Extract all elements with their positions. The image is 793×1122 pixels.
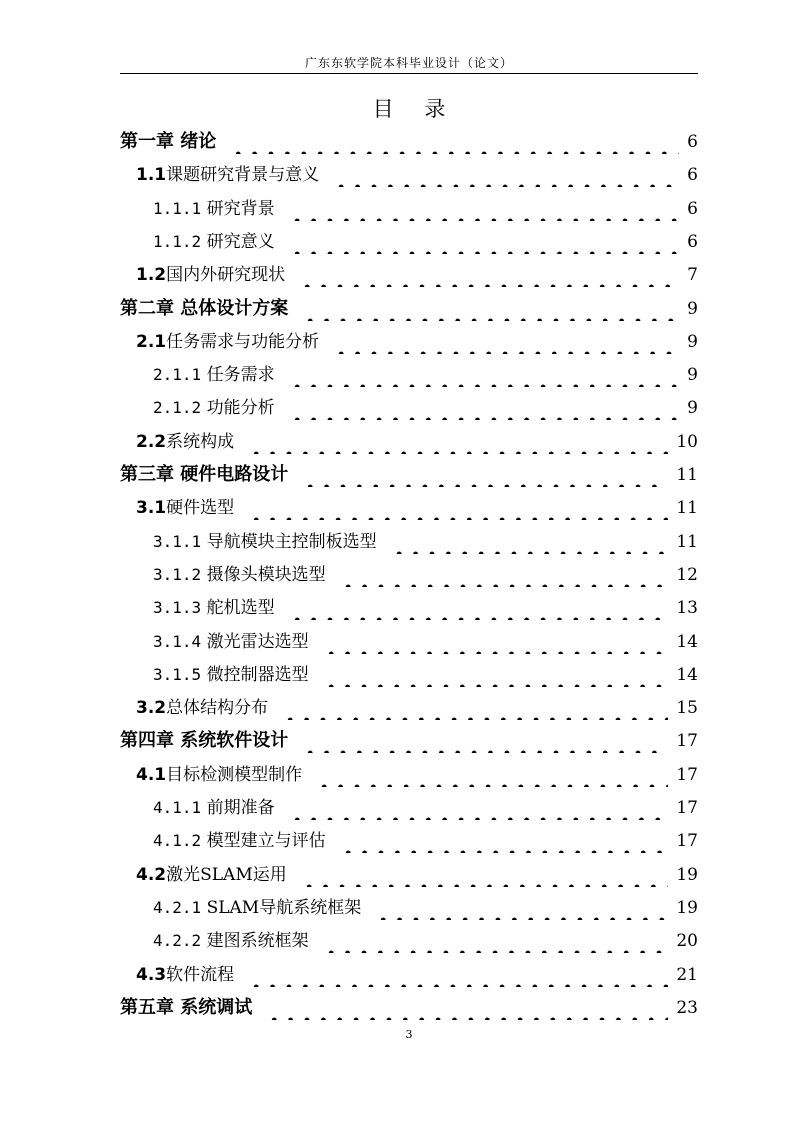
toc-entry-title: 任务需求: [206, 365, 275, 386]
toc-entry[interactable]: [0, 925, 793, 958]
toc-leader-dots: [248, 496, 668, 520]
toc-entry-title: 研究意义: [206, 231, 275, 252]
toc-entry-title: 前期准备: [206, 798, 275, 818]
toc-entry-number: 2.1.1: [153, 365, 202, 385]
toc-entry[interactable]: [0, 759, 793, 792]
toc-entry-label: [120, 130, 216, 154]
toc-entry-number: 第三章: [120, 464, 174, 485]
toc-entry-number: 第四章: [120, 730, 174, 752]
toc-entry[interactable]: [0, 959, 793, 992]
toc-leader-dots: [340, 563, 668, 587]
toc-entry-number: 2.1.2: [153, 398, 202, 418]
toc-entry-title: 目标检测模型制作: [166, 764, 303, 785]
toc-entry[interactable]: [0, 692, 793, 725]
toc-entry-number: 3.1.3: [153, 598, 202, 618]
toc-leader-dots: [248, 430, 668, 454]
toc-entry-page: 21: [676, 964, 698, 985]
toc-entry[interactable]: [0, 725, 793, 758]
toc-leader-dots: [289, 396, 679, 420]
page-number: 3: [405, 1028, 413, 1041]
toc-entry-page: 6: [687, 231, 698, 252]
toc-entry[interactable]: [0, 992, 793, 1025]
toc-entry-number: 2.2: [136, 431, 167, 452]
toc-leader-dots: [333, 163, 679, 187]
toc-entry-title: 硬件选型: [166, 498, 235, 519]
toc-leader-dots: [333, 330, 679, 354]
toc-entry-label: [153, 530, 377, 554]
toc-entry-label: [120, 996, 252, 1020]
toc-leader-dots: [391, 530, 668, 554]
toc-entry-label: [136, 263, 285, 287]
toc-entry-number: 3.2: [136, 698, 167, 719]
toc-entry-number: 3.1.5: [153, 664, 202, 684]
toc-entry-number: 4.1.1: [153, 798, 202, 817]
toc-entry-number: 4.3: [136, 964, 167, 985]
toc-entry-label: [153, 230, 275, 254]
toc-entry[interactable]: [0, 226, 793, 259]
toc-entry-label: [153, 630, 309, 654]
toc-entry-title: 研究背景: [206, 198, 275, 219]
toc-entry-page: 7: [687, 265, 698, 286]
toc-leader-dots: [302, 297, 679, 321]
toc-entry-title: 课题研究背景与意义: [166, 165, 320, 186]
toc-entry-number: 第二章: [120, 297, 174, 319]
toc-entry-title: 导航模块主控制板选型: [206, 531, 377, 552]
toc-entry-number: 4.2.2: [153, 931, 202, 951]
toc-entry[interactable]: [0, 426, 793, 459]
toc-entry[interactable]: [0, 892, 793, 925]
toc-leader-dots: [302, 463, 668, 487]
toc-leader-dots: [266, 996, 668, 1020]
toc-entry-title: 激光雷达选型: [206, 631, 309, 652]
toc-entry-number: 4.1.2: [153, 831, 202, 851]
toc-entry-number: 第一章: [120, 131, 174, 152]
toc-entry-number: 3.1.4: [153, 631, 202, 651]
toc-entry[interactable]: [0, 126, 793, 159]
toc-leader-dots: [289, 230, 679, 254]
toc-entry[interactable]: [0, 193, 793, 226]
toc-leader-dots: [230, 130, 679, 154]
toc-entry-title: 舵机选型: [206, 598, 275, 619]
toc-entry-title: 系统调试: [180, 996, 253, 1018]
toc-entry-title: 总体结构分布: [166, 698, 269, 719]
toc-entry[interactable]: [0, 359, 793, 392]
toc-entry-label: [136, 163, 319, 187]
toc-entry-title: 绪论: [180, 131, 217, 152]
toc-entry-label: [136, 763, 302, 787]
header-rule: [120, 73, 698, 74]
toc-entry-page: 9: [687, 298, 698, 319]
toc-entry[interactable]: [0, 526, 793, 559]
toc-entry-page: 9: [687, 365, 698, 386]
toc-entry-title: 摄像头模块选型: [206, 564, 326, 585]
toc-entry-label: [153, 796, 275, 820]
toc-entry-page: 6: [687, 165, 698, 186]
toc-entry-label: [136, 963, 234, 987]
toc-entry-page: 11: [676, 531, 698, 552]
toc-entry-title: 微控制器选型: [206, 664, 309, 685]
toc-entry-label: [153, 663, 309, 687]
toc-entry-page: 13: [676, 598, 698, 619]
toc-entry-page: 19: [676, 897, 698, 918]
toc-entry-label: [153, 896, 361, 920]
toc-entry-number: 4.2: [136, 864, 167, 885]
toc-entry-title: 总体设计方案: [180, 297, 289, 319]
toc-entry-title: 系统构成: [166, 431, 235, 452]
toc-entry[interactable]: [0, 592, 793, 625]
toc-entry-page: 10: [676, 431, 698, 452]
toc-entry-number: 1.1.2: [153, 231, 202, 251]
toc-entry-page: 6: [687, 198, 698, 219]
toc-leader-dots: [301, 863, 668, 887]
toc-entry-page: 20: [676, 931, 698, 952]
toc-entry-number: 1.1: [136, 165, 167, 186]
toc-entry-label: [153, 197, 275, 221]
toc-entry-label: [120, 463, 288, 487]
toc-entry-page: 12: [676, 564, 698, 585]
toc-entry-title: 硬件电路设计: [180, 464, 289, 485]
toc-leader-dots: [316, 763, 668, 787]
toc-entry-label: [120, 729, 288, 753]
toc-entry-number: 3.1.1: [153, 531, 202, 551]
toc-entry-label: [153, 396, 275, 420]
toc-entry[interactable]: [0, 259, 793, 292]
toc-entry-number: 第五章: [120, 996, 174, 1018]
toc-entry-title: 国内外研究现状: [166, 265, 286, 286]
toc-entry-page: 6: [687, 132, 698, 152]
toc-leader-dots: [375, 896, 668, 920]
toc-entry-page: 17: [676, 798, 698, 818]
toc-entry-number: 2.1: [136, 331, 167, 352]
toc-entry-label: [153, 363, 275, 387]
toc-entry-label: [153, 929, 309, 953]
toc-leader-dots: [248, 963, 668, 987]
toc-entry[interactable]: [0, 659, 793, 692]
toc-entry-number: 4.1: [136, 764, 167, 785]
toc-leader-dots: [302, 729, 668, 753]
toc-entry-page: 11: [676, 498, 698, 519]
toc-entry-title: 功能分析: [206, 398, 275, 419]
toc-entry-title: 建图系统框架: [206, 931, 309, 952]
toc-entry[interactable]: [0, 859, 793, 892]
toc-entry-label: [153, 563, 326, 587]
toc-entry-number: 1.1.1: [153, 198, 202, 218]
toc-entry[interactable]: [0, 492, 793, 525]
toc-entry-page: 15: [676, 698, 698, 719]
toc-leader-dots: [299, 263, 679, 287]
toc-entry-page: 9: [687, 398, 698, 419]
toc-entry-number: 3.1: [136, 498, 167, 519]
toc-entry[interactable]: [0, 293, 793, 326]
toc-entry-page: 14: [676, 664, 698, 685]
running-header: 广东东软学院本科毕业设计（论文）: [304, 56, 513, 70]
toc-leader-dots: [289, 796, 668, 820]
toc-entry-label: [136, 496, 234, 520]
toc-leader-dots: [289, 197, 679, 221]
toc-title: 目 录: [372, 97, 458, 121]
toc-entry-page: 11: [676, 465, 698, 485]
toc-leader-dots: [323, 929, 668, 953]
toc-entry-number: 4.2.1: [153, 897, 202, 917]
toc-entry-number: 1.2: [136, 265, 167, 286]
toc-entry-label: [136, 430, 234, 454]
toc-entry-title: SLAM导航系统框架: [206, 897, 362, 918]
toc-entry-label: [120, 297, 288, 321]
toc-entry-label: [136, 863, 287, 887]
toc-entry[interactable]: [0, 559, 793, 592]
toc-entry-page: 17: [676, 764, 698, 785]
toc-entry-title: 模型建立与评估: [206, 831, 326, 852]
toc-leader-dots: [282, 696, 668, 720]
toc-leader-dots: [289, 596, 668, 620]
toc-entry-page: 17: [676, 831, 698, 852]
toc-entry-title: 任务需求与功能分析: [166, 331, 320, 352]
toc-entry[interactable]: [0, 792, 793, 825]
toc-entry-page: 17: [676, 731, 698, 752]
toc-entry-page: 23: [676, 997, 698, 1018]
toc-entry[interactable]: [0, 626, 793, 659]
toc-leader-dots: [340, 829, 668, 853]
toc-entry-page: 19: [676, 864, 698, 885]
toc-entry-number: 3.1.2: [153, 564, 202, 584]
toc-entry-label: [153, 596, 275, 620]
toc-entry[interactable]: [0, 159, 793, 192]
toc-entry-page: 14: [676, 631, 698, 652]
toc-entry[interactable]: [0, 326, 793, 359]
toc-entry-page: 9: [687, 331, 698, 352]
toc-entry-label: [153, 829, 326, 853]
toc-entry-title: 软件流程: [166, 964, 235, 985]
toc-entry-title: 激光SLAM运用: [166, 864, 287, 885]
toc-entry[interactable]: [0, 459, 793, 492]
toc-entry[interactable]: [0, 392, 793, 425]
toc-entry-title: 系统软件设计: [180, 730, 289, 752]
toc-leader-dots: [289, 363, 679, 387]
toc-leader-dots: [323, 663, 668, 687]
toc-leader-dots: [323, 630, 668, 654]
toc-entry-label: [136, 696, 268, 720]
toc-entry[interactable]: [0, 825, 793, 858]
toc-entry-label: [136, 330, 319, 354]
